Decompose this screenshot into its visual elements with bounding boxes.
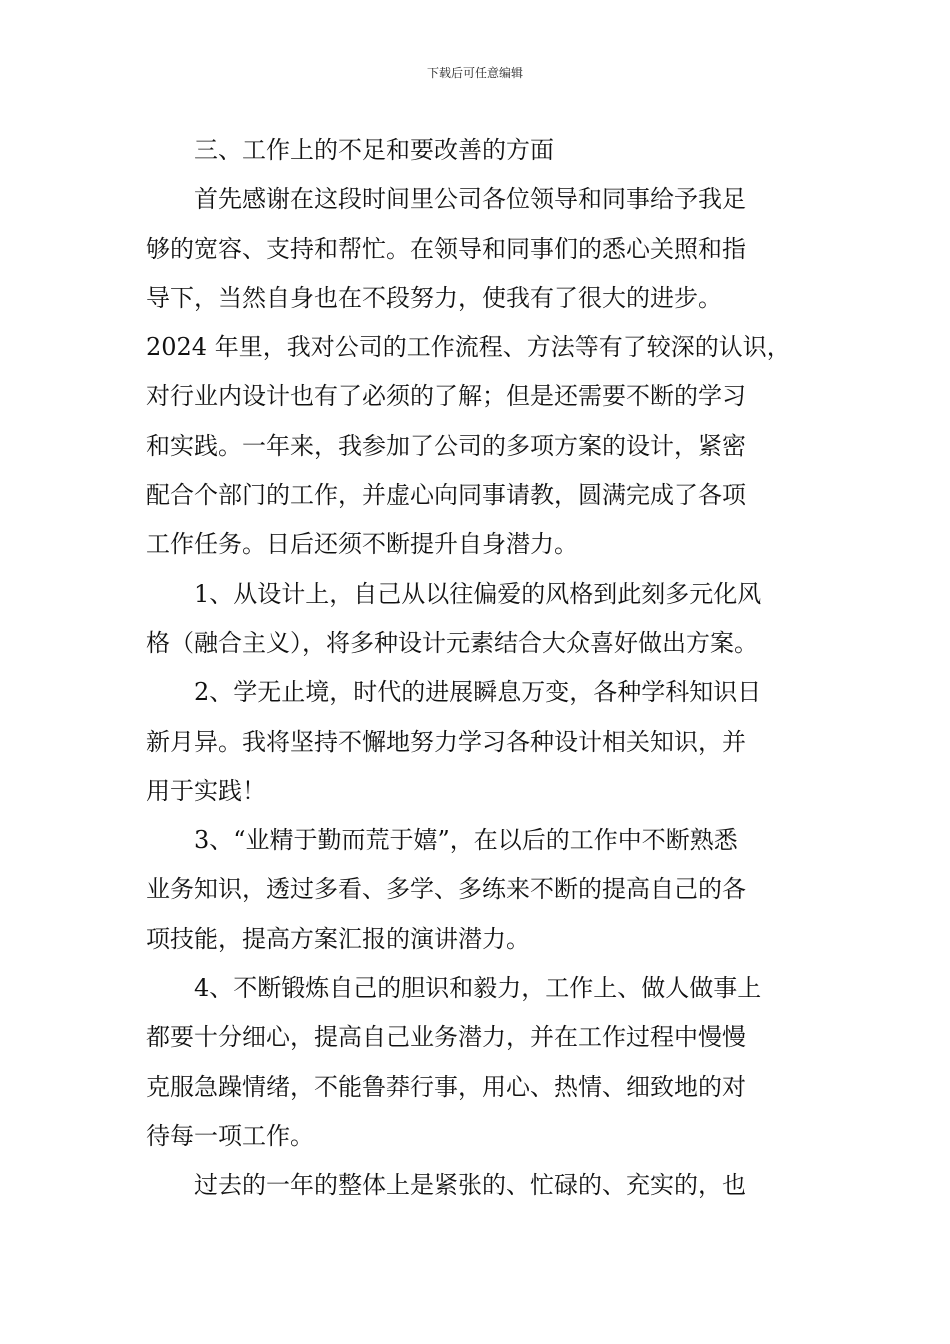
text-line: 三、工作上的不足和要改善的方面	[194, 136, 554, 164]
text-line: 工作任务。日后还须不断提升自身潜力。	[146, 530, 578, 559]
text-line: 新月异。我将坚持不懈地努力学习各种设计相关知识，并	[146, 727, 746, 756]
text-line: 4、不断锻炼自己的胆识和毅力，工作上、做人做事上	[194, 974, 762, 1003]
text-line: 够的宽容、支持和帮忙。在领导和同事们的悉心关照和指	[146, 234, 746, 263]
text-line: 和实践。一年来，我参加了公司的多项方案的设计，紧密	[146, 431, 746, 460]
text-line: 业务知识，透过多看、多学、多练来不断的提高自己的各	[146, 875, 746, 904]
text-line: 导下，当然自身也在不段努力，使我有了很大的进步。	[146, 283, 722, 312]
text-line: 克服急躁情绪，不能鲁莽行事，用心、热情、细致地的对	[146, 1072, 746, 1101]
text-line: 用于实践！	[146, 776, 266, 805]
text-line: 首先感谢在这段时间里公司各位领导和同事给予我足	[194, 185, 746, 214]
text-line: 3、“业精于勤而荒于嬉”，在以后的工作中不断熟悉	[194, 826, 738, 855]
text-line: 都要十分细心，提高自己业务潜力，并在工作过程中慢慢	[146, 1023, 746, 1052]
text-line: 1、从设计上，自己从以往偏爱的风格到此刻多元化风	[194, 579, 762, 608]
document-body	[146, 126, 814, 1211]
text-line: 2、学无止境，时代的进展瞬息万变，各种学科知识日	[194, 678, 762, 707]
text-line: 待每一项工作。	[146, 1121, 314, 1150]
text-line: 对行业内设计也有了必须的了解；但是还需要不断的学习	[146, 382, 746, 411]
page-header: 下载后可任意编辑	[426, 66, 523, 80]
text-line: 2024 年里，我对公司的工作流程、方法等有了较深的认识，	[146, 333, 791, 362]
text-line: 过去的一年的整体上是紧张的、忙碌的、充实的，也	[194, 1171, 746, 1200]
text-line: 格（融合主义），将多种设计元素结合大众喜好做出方案。	[146, 628, 758, 657]
text-line: 项技能，提高方案汇报的演讲潜力。	[146, 924, 530, 953]
text-line: 配合个部门的工作，并虚心向同事请教，圆满完成了各项	[146, 481, 746, 510]
